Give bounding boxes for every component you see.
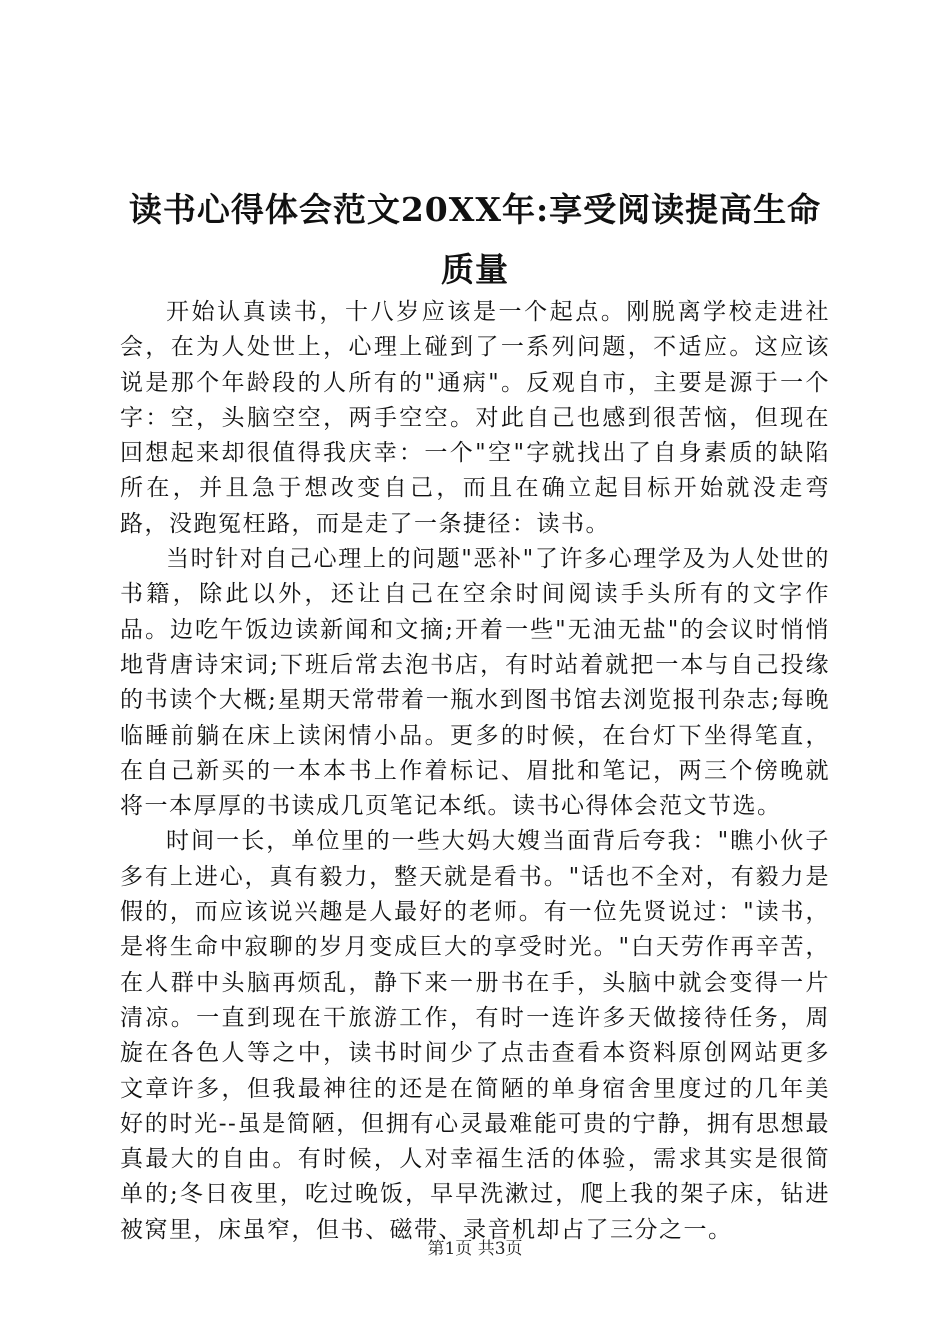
paragraph: 时间一长，单位里的一些大妈大嫂当面背后夸我："瞧小伙子多有上进心，真有毅力，整天就是看书。"话也不全对，有毅力是假的，而应该说兴趣是人最好的老师。有一位先贤说过："读书，是将生命中寂聊的岁月变成巨大的享受时光。"白天劳作再辛苦，在人群中头脑再烦乱，静下来一册书在手，头脑中就会变得一片清凉。一直到现在干旅游工作，有时一连许多天做接待任务，周旋在各色人等之中，读书时间少了点击查看本资料原创网站更多文章许多，但我最神往的还是在简陋的单身宿舍里度过的几年美好的时光--虽是简陋，但拥有心灵最难能可贵的宁静，拥有思想最真最大的自由。有时候，人对幸福生活的体验，需求其实是很简单的;冬日夜里，吃过晚饭，早早洗漱过，爬上我的架子床，钻进被窝里，床虽窄，但书、磁带、录音机却占了三分之一。 bbox=[120, 828, 830, 1243]
paragraph: 当时针对自己心理上的问题"恶补"了许多心理学及为人处世的书籍，除此以外，还让自己在空余时间阅读手头所有的文字作品。边吃午饭边读新闻和文摘;开着一些"无油无盐"的会议时悄悄地背唐诗宋词;下班后常去泡书店，有时站着就把一本与自己投缘的书读个大概;星期天常带着一瓶水到图书馆去浏览报刊杂志;每晚临睡前躺在床上读闲情小品。更多的时候，在台灯下坐得笔直，在自己新买的一本本书上作着标记、眉批和笔记，两三个傍晚就将一本厚厚的书读成几页笔记本纸。读书心得体会范文节选。 bbox=[120, 546, 830, 820]
document-body bbox=[120, 295, 830, 1248]
paragraph: 开始认真读书，十八岁应该是一个起点。刚脱离学校走进社会，在为人处世上，心理上碰到了一系列问题，不适应。这应该说是那个年龄段的人所有的"通病"。反观自市，主要是源于一个字：空，头脑空空，两手空空。对此自己也感到很苦恼，但现在回想起来却很值得我庆幸：一个"空"字就找出了自身素质的缺陷所在，并且急于想改变自己，而且在确立起目标开始就没走弯路，没跑冤枉路，而是走了一条捷径：读书。 bbox=[120, 299, 830, 537]
document-title: 读书心得体会范文20XX年:享受阅读提高生命质量 bbox=[128, 190, 822, 289]
page-number-footer: 第1页 共3页 bbox=[427, 1239, 523, 1259]
